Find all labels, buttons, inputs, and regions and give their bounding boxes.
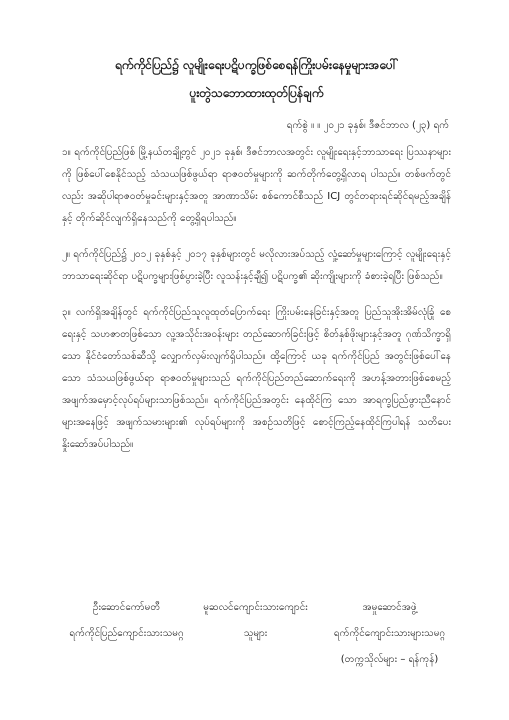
signature-3-line1: အမှုဆောင်အဖွဲ့ [362,602,417,613]
document-title: ရက်ကိုင်ပြည်၌ လူမျိုးရေးပဋိပက္ခဖြစ်စေရန်ကြိုးပမ်းနေမှုများအပေါ် [114,58,399,72]
signature-2 [191,595,320,673]
paragraph-1: ၁။ ရက်ကိုင်ပြည်ဖြစ် မြို့နယ်တချို့တွင် ၂၀၂၁ ခုနှစ်၊ ဒီဇင်ဘာလအတွင်း လူမျိုးရေးနှင့်ဘာသာရေး ပြဿနာများကို ဖြစ်ပေါ်စေနိုင်သည့် သံသယဖြစ်ဖွယ်ရာ ရာဇဝတ်မှုများကို ဆက်တိုက်တွေ့ရှိလာရ ပါသည်။ တစ်ဖက်တွင်လည်း အဆိုပါရာဇဝတ်မှုခင်းများနှင့်အတူ အာဏာသိမ်း စစ်ကောင်စီသည် ICJ တွင်တရားရင်ဆိုင်ရမည့်အချိန်နှင့် တိုက်ဆိုင်လျက်ရှိနေသည်ကို တွေ့ရှိရပါသည်။ [62,147,451,224]
signature-1-line2: ရက်ကိုင်ပြည်ကျောင်းသားသမဂ္ဂ [69,628,184,639]
signature-1 [62,595,191,673]
document-subtitle: ပူးတွဲသဘောထားထုတ်ပြန်ချက် [189,86,324,100]
signature-2-line2: သူများ [243,628,268,639]
signature-3-line3: (တက္ကသိုလ်များ – ရန်ကုန်) [340,654,439,665]
document-date: ရက်စွဲ ။ ။ ၂၀၂၁ ခုနှစ်၊ ဒီဇင်ဘာလ (၂၃) ရက် [286,120,449,131]
signature-block [62,595,459,673]
signature-2-line1: မူဆလင်ကျောင်းသားကျောင်း [203,602,308,613]
signature-1-line1: ဦးဆောင်ကော်မတီ [92,602,161,613]
signature-3-line2: ရက်ကိုင်ကျောင်းသားများသမဂ္ဂ [333,628,446,639]
signature-3 [320,595,459,673]
paragraph-2: ၂။ ရက်ကိုင်ပြည်၌ ၂၀၁၂ ခုနှစ်နှင့် ၂၀၁၇ ခုနှစ်များတွင် မလိုလားအပ်သည့် လှုံ့ဆော်မှုများကြောင့် လူမျိုးရေးနှင့်ဘာသာရေးဆိုင်ရာ ပဋိပက္ခများဖြစ်ပွားခဲ့ပြီး လူသန်းနှင့်ချီ၍ ပဋိပက္ခ၏ ဆိုးကျိုးများကို ခံစားခဲ့ရပြီး ဖြစ်သည်။ [62,249,451,282]
paragraph-3: ၃။ လက်ရှိအချိန်တွင် ရက်ကိုင်ပြည်သူလူထုတ်ပြောက်ရေး ကြိုးပမ်းနေခြင်းနှင့်အတူ ပြည်သူအိုးအိမ်လုံခြုံ စေရေးနှင့် သဟဇာတဖြစ်သော လူ့အသိုင်းအဝန်းများ တည်ဆောက်ခြင်းဖြင့် စိတ်နှစ်ဖိုးများနှင့်အတူ ဂုဏ်သိက္ခာရှိသော နိုင်ငံတော်သစ်ဆီသို့ လျှောက်လှမ်းလျက်ရှိပါသည်။ ထို့ကြောင့် ယခု ရက်ကိုင်ပြည် အတွင်းဖြစ်ပေါ်နေသော သံသယဖြစ်ဖွယ်ရာ ရာဇဝတ်မှုများသည် ရက်ကိုင်ပြည်တည်ဆောက်ရေးကို အဟန့်အတားဖြစ်စေမည့် အဖျက်အမှောင့်လုပ်ရပ်များသာဖြစ်သည်။ ရက်ကိုင်ပြည်အတွင်း နေထိုင်ကြ သော အာရက္ခပြည်ဖွားညီနောင်များအနေဖြင့် အဖျက်သမားများ၏ လုပ်ရပ်များကို အစဉ်သတိဖြင့် စောင့်ကြည့်နေထိုင်ကြပါရန် သတိပေးနှိုးဆော်အပ်ပါသည်။ [62,307,451,450]
